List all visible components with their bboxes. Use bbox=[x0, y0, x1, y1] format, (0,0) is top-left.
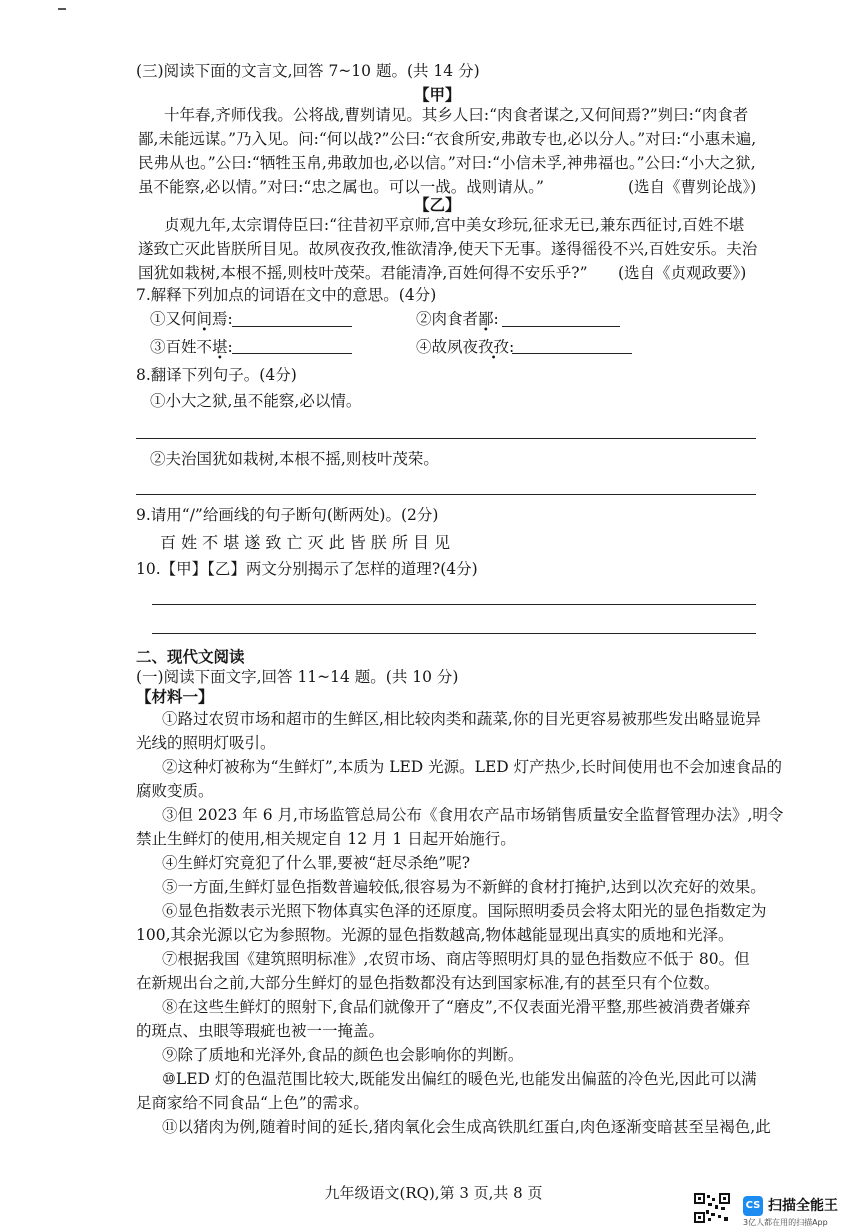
para-line: ③但 2023 年 6 月,市场监管总局公布《食用农产品市场销售质量安全监督管理办法》,明令 bbox=[162, 806, 784, 824]
yi-line-1: 贞观九年,太宗谓侍臣曰:“往昔初平京师,宫中美女珍玩,征求无已,兼东西征讨,百姓不堪 bbox=[164, 216, 745, 234]
q7-item-1: ①又何间焉: bbox=[150, 310, 233, 328]
part2-sub: (一)阅读下面文字,回答 11~14 题。(共 10 分) bbox=[136, 668, 459, 686]
dotted-word: 堪 bbox=[212, 338, 228, 356]
para-line: 腐败变质。 bbox=[136, 782, 214, 800]
para-line: ⑨除了质地和光泽外,食品的颜色也会影响你的判断。 bbox=[162, 1046, 524, 1064]
watermark-name: 扫描全能王 bbox=[768, 1198, 838, 1214]
dotted-word: 间 bbox=[196, 310, 213, 328]
q8-sentence-2: ②夫治国犹如栽树,本根不摇,则枝叶茂荣。 bbox=[150, 450, 439, 468]
q7-item-3: ③百姓不堪: bbox=[150, 338, 233, 356]
watermark-subtitle: 3亿人都在用的扫描App bbox=[743, 1218, 828, 1227]
para-line: 禁止生鲜灯的使用,相关规定自 12 月 1 日起开始施行。 bbox=[136, 830, 516, 848]
jia-line-2: 鄙,未能远谋。”乃入见。问:“何以战?”公曰:“衣食所安,弗敢专也,必以分人。”对曰:“小惠未遍, bbox=[138, 130, 757, 148]
para-line: ⑪以猪肉为例,随着时间的延长,猪肉氧化会生成高铁肌红蛋白,肉色逐渐变暗甚至呈褐色,此 bbox=[162, 1118, 771, 1136]
answer-line[interactable] bbox=[136, 494, 756, 495]
yi-label: 【乙】 bbox=[414, 195, 461, 214]
answer-line[interactable] bbox=[152, 604, 756, 605]
q9-prompt: 9.请用“/”给画线的句子断句(断两处)。(2分) bbox=[136, 506, 439, 524]
jia-label: 【甲】 bbox=[414, 85, 461, 104]
q8-sentence-1: ①小大之狱,虽不能察,必以情。 bbox=[150, 392, 362, 410]
q7-item-2: ②肉食者鄙: bbox=[416, 310, 499, 328]
answer-blank-1[interactable] bbox=[232, 326, 352, 327]
para-line: ⑩LED 灯的色温范围比较大,既能发出偏红的暖色光,也能发出偏蓝的冷色光,因此可以满 bbox=[162, 1070, 757, 1088]
scan-mark bbox=[58, 8, 66, 10]
answer-line[interactable] bbox=[136, 438, 756, 439]
part2-heading: 二、现代文阅读 bbox=[136, 647, 245, 666]
q7-prompt: 7.解释下列加点的词语在文中的意思。(4分) bbox=[136, 286, 437, 304]
page-footer: 九年级语文(RQ),第 3 页,共 8 页 bbox=[324, 1184, 543, 1202]
jia-line-1: 十年春,齐师伐我。公将战,曹刿请见。其乡人曰:“肉食者谋之,又何间焉?”刿曰:“肉食者 bbox=[164, 106, 749, 124]
jia-line-3: 民弗从也。”公曰:“牺牲玉帛,弗敢加也,必以信。”对曰:“小信未孚,神弗福也。”公曰:“小大之狱, bbox=[138, 154, 756, 172]
answer-blank-4[interactable] bbox=[512, 353, 632, 354]
para-line: 的斑点、虫眼等瑕疵也被一一掩盖。 bbox=[136, 1022, 385, 1040]
yi-line-3: 国犹如栽树,本根不摇,则枝叶茂荣。君能清净,百姓何得不安乐乎?” bbox=[138, 264, 588, 282]
jia-source: (选自《曹刿论战》) bbox=[628, 178, 757, 196]
qr-code-icon bbox=[694, 1193, 730, 1223]
camscanner-logo-icon: CS bbox=[743, 1196, 763, 1216]
para-line: ⑥显色指数表示光照下物体真实色泽的还原度。国际照明委员会将太阳光的显色指数定为 bbox=[162, 902, 767, 920]
yi-line-2: 遂致亡灭此皆朕所目见。故夙夜孜孜,惟欲清净,使天下无事。遂得徭役不兴,百姓安乐。夫治 bbox=[138, 240, 758, 258]
para-line: ⑤一方面,生鲜灯显色指数普遍较低,很容易为不新鲜的食材打掩护,达到以次充好的效果。 bbox=[162, 878, 766, 896]
q8-prompt: 8.翻译下列句子。(4分) bbox=[136, 366, 297, 384]
para-line: 在新规出台之前,大部分生鲜灯的显色指数都没有达到国家标准,有的甚至只有个位数。 bbox=[136, 974, 720, 992]
para-line: ④生鲜灯究竟犯了什么罪,要被“赶尽杀绝”呢? bbox=[162, 854, 471, 872]
para-line: 足商家给不同食品“上色”的需求。 bbox=[136, 1094, 369, 1112]
para-line: ⑦根据我国《建筑照明标准》,农贸市场、商店等照明灯具的显色指数应不低于 80。但 bbox=[162, 950, 750, 968]
section-heading: (三)阅读下面的文言文,回答 7~10 题。(共 14 分) bbox=[136, 62, 480, 80]
yi-source: (选自《贞观政要》) bbox=[618, 264, 747, 282]
q7-item-4: ④故夙夜孜孜: bbox=[416, 338, 515, 356]
para-line: ②这种灯被称为“生鲜灯”,本质为 LED 光源。LED 灯产热少,长时间使用也不会加速食品的 bbox=[162, 758, 783, 776]
para-line: ⑧在这些生鲜灯的照射下,食品们就像开了“磨皮”,不仅表面光滑平整,那些被消费者嫌弃 bbox=[162, 998, 751, 1016]
dotted-word: 孜孜 bbox=[478, 338, 510, 356]
answer-blank-3[interactable] bbox=[232, 353, 352, 354]
dotted-word: 鄙 bbox=[478, 310, 494, 328]
para-line: 光线的照明灯吸引。 bbox=[136, 734, 276, 752]
q10-prompt: 10.【甲】【乙】两文分别揭示了怎样的道理?(4分) bbox=[136, 560, 478, 578]
answer-line[interactable] bbox=[152, 633, 756, 634]
jia-line-4: 虽不能察,必以情。”对曰:“忠之属也。可以一战。战则请从。” bbox=[138, 178, 544, 196]
para-line: ①路过农贸市场和超市的生鲜区,相比较肉类和蔬菜,你的目光更容易被那些发出略显诡异 bbox=[162, 710, 761, 728]
q9-sentence: 百 姓 不 堪 遂 致 亡 灭 此 皆 朕 所 目 见 bbox=[160, 533, 451, 552]
material-label: 【材料一】 bbox=[136, 687, 214, 706]
para-line: 100,其余光源以它为参照物。光源的显色指数越高,物体越能显现出真实的质地和光泽。 bbox=[136, 926, 734, 944]
answer-blank-2[interactable] bbox=[502, 326, 620, 327]
